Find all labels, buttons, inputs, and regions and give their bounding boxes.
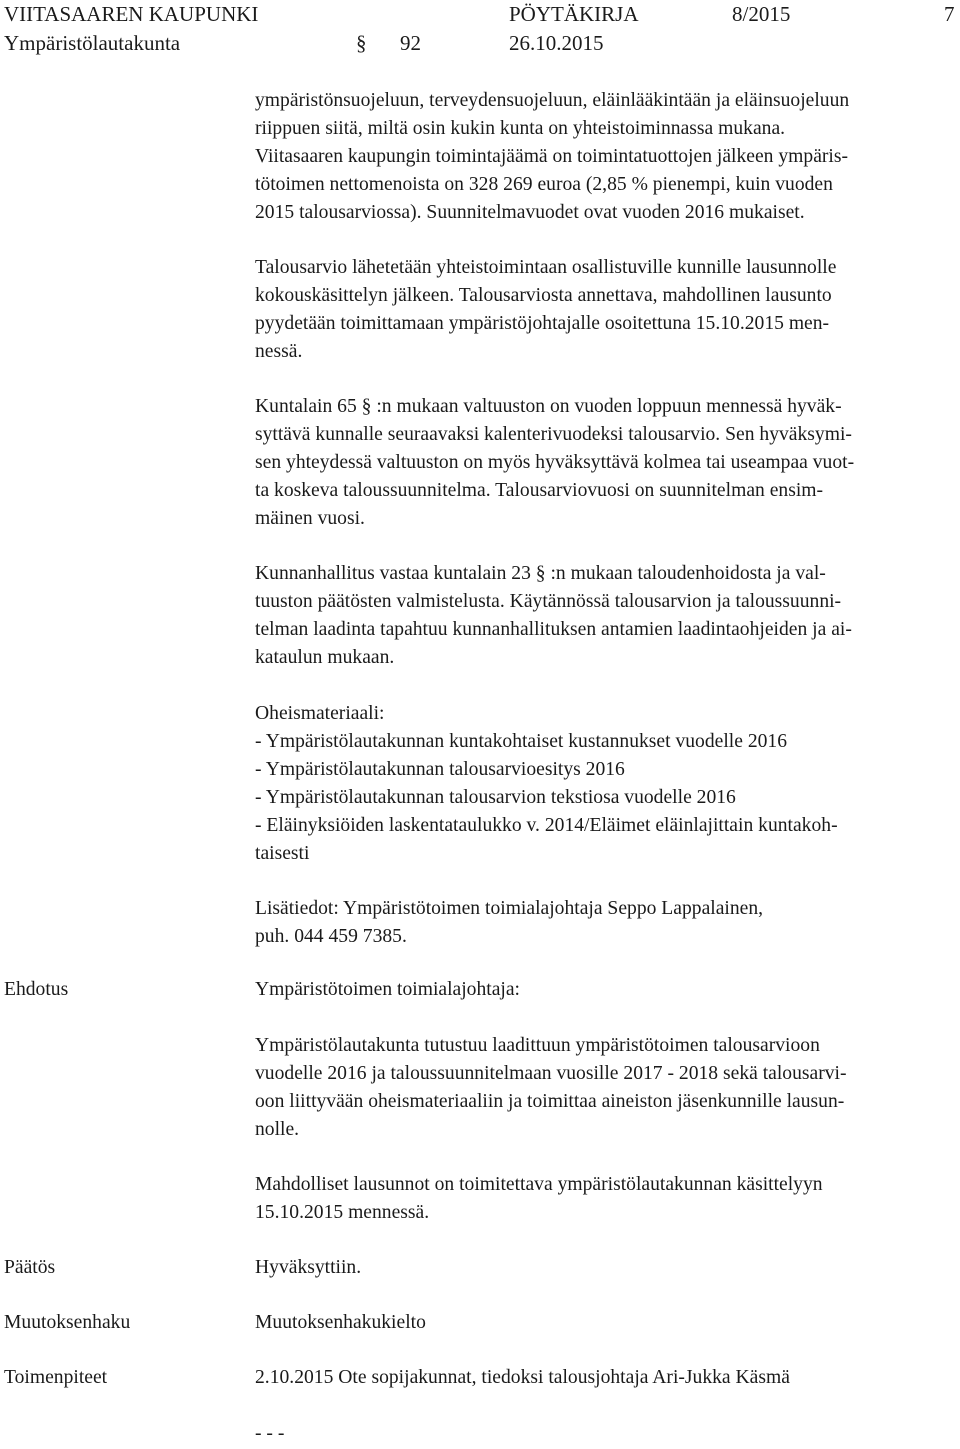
page-number: 7 <box>944 2 955 26</box>
text-line: vuodelle 2016 ja taloussuunnitelmaan vuosille 2017 - 2018 sekä talousarvi- <box>255 1063 847 1084</box>
text-line: tuuston päätösten valmistelusta. Käytännössä talousarvion ja taloussuunni- <box>255 591 842 612</box>
section-symbol: § <box>356 31 367 55</box>
meeting-date: 26.10.2015 <box>509 31 604 55</box>
attachment-item: - Ympäristölautakunnan talousarvioesitys 2016 <box>255 759 625 780</box>
attachment-item: - Ympäristölautakunnan talousarvion tekstiosa vuodelle 2016 <box>255 787 736 808</box>
section-number: 92 <box>400 31 421 55</box>
text-line: Mahdolliset lausunnot on toimitettava ympäristölautakunnan käsittelyyn <box>255 1174 823 1195</box>
attachments-heading: Oheismateriaali: <box>255 703 385 724</box>
text-line: tötoimen nettomenoista on 328 269 euroa (2,85 % pienempi, kuin vuoden <box>255 174 833 195</box>
text-line: nessä. <box>255 341 303 362</box>
committee-name: Ympäristölautakunta <box>4 31 181 55</box>
text-line: ympäristönsuojeluun, terveydensuojeluun, eläinlääkintään ja eläinsuojeluun <box>255 90 850 111</box>
attachment-item: - Eläinyksiöiden laskentataulukko v. 2014/Eläimet eläinlajittain kuntakoh- <box>255 815 838 836</box>
text-line: Viitasaaren kaupungin toimintajäämä on toimintatuottojen jälkeen ympäris- <box>255 146 849 167</box>
section-separator: - - - <box>255 1423 285 1444</box>
text-line: 2015 talousarviossa). Suunnitelmavuodet ovat vuoden 2016 mukaiset. <box>255 202 805 223</box>
organization-name: VIITASAAREN KAUPUNKI <box>4 2 259 26</box>
proposal-presenter: Ympäristötoimen toimialajohtaja: <box>255 979 521 1000</box>
text-line: oon liittyvään oheismateriaaliin ja toimittaa aineiston jäsenkunnille lausun- <box>255 1091 845 1112</box>
appeal-text: Muutoksenhakukielto <box>255 1312 426 1333</box>
proposal-label: Ehdotus <box>4 979 69 1000</box>
text-line: 15.10.2015 mennessä. <box>255 1202 430 1223</box>
text-line: kataulun mukaan. <box>255 647 395 668</box>
text-line: ta koskeva taloussuunnitelma. Talousarviovuosi on suunnitelman ensim- <box>255 480 824 501</box>
text-line: sen yhteydessä valtuuston on myös hyväksyttävä kolmea tai useampaa vuot- <box>255 452 855 473</box>
text-line: puh. 044 459 7385. <box>255 926 407 947</box>
text-line: mäinen vuosi. <box>255 508 365 529</box>
text-line: nolle. <box>255 1119 300 1140</box>
text-line: Kunnanhallitus vastaa kuntalain 23 § :n mukaan taloudenhoidosta ja val- <box>255 563 826 584</box>
text-line: syttävä kunnalle seuraavaksi kalenterivuodeksi talousarvio. Sen hyväksymi- <box>255 424 852 445</box>
text-line: Lisätiedot: Ympäristötoimen toimialajohtaja Seppo Lappalainen, <box>255 898 764 919</box>
actions-label: Toimenpiteet <box>4 1367 108 1388</box>
text-line: kokouskäsittelyn jälkeen. Talousarviosta annettava, mahdollinen lausunto <box>255 285 832 306</box>
attachment-item: taisesti <box>255 843 310 864</box>
text-line: Ympäristölautakunta tutustuu laadittuun ympäristötoimen talousarvioon <box>255 1035 820 1056</box>
text-line: riippuen siitä, miltä osin kukin kunta on yhteistoiminnassa mukana. <box>255 118 786 139</box>
actions-text: 2.10.2015 Ote sopijakunnat, tiedoksi talousjohtaja Ari-Jukka Käsmä <box>255 1367 790 1388</box>
decision-label: Päätös <box>4 1257 56 1278</box>
text-line: Talousarvio lähetetään yhteistoimintaan osallistuville kunnille lausunnolle <box>255 257 837 278</box>
document-number: 8/2015 <box>732 2 791 26</box>
attachment-item: - Ympäristölautakunnan kuntakohtaiset kustannukset vuodelle 2016 <box>255 731 788 752</box>
document-type: PÖYTÄKIRJA <box>509 2 639 26</box>
text-line: pyydetään toimittamaan ympäristöjohtajalle osoitettuna 15.10.2015 men- <box>255 313 830 334</box>
decision-text: Hyväksyttiin. <box>255 1257 362 1278</box>
text-line: Kuntalain 65 § :n mukaan valtuuston on vuoden loppuun mennessä hyväk- <box>255 396 842 417</box>
text-line: telman laadinta tapahtuu kunnanhallituksen antamien laadintaohjeiden ja ai- <box>255 619 852 640</box>
appeal-label: Muutoksenhaku <box>4 1312 131 1333</box>
